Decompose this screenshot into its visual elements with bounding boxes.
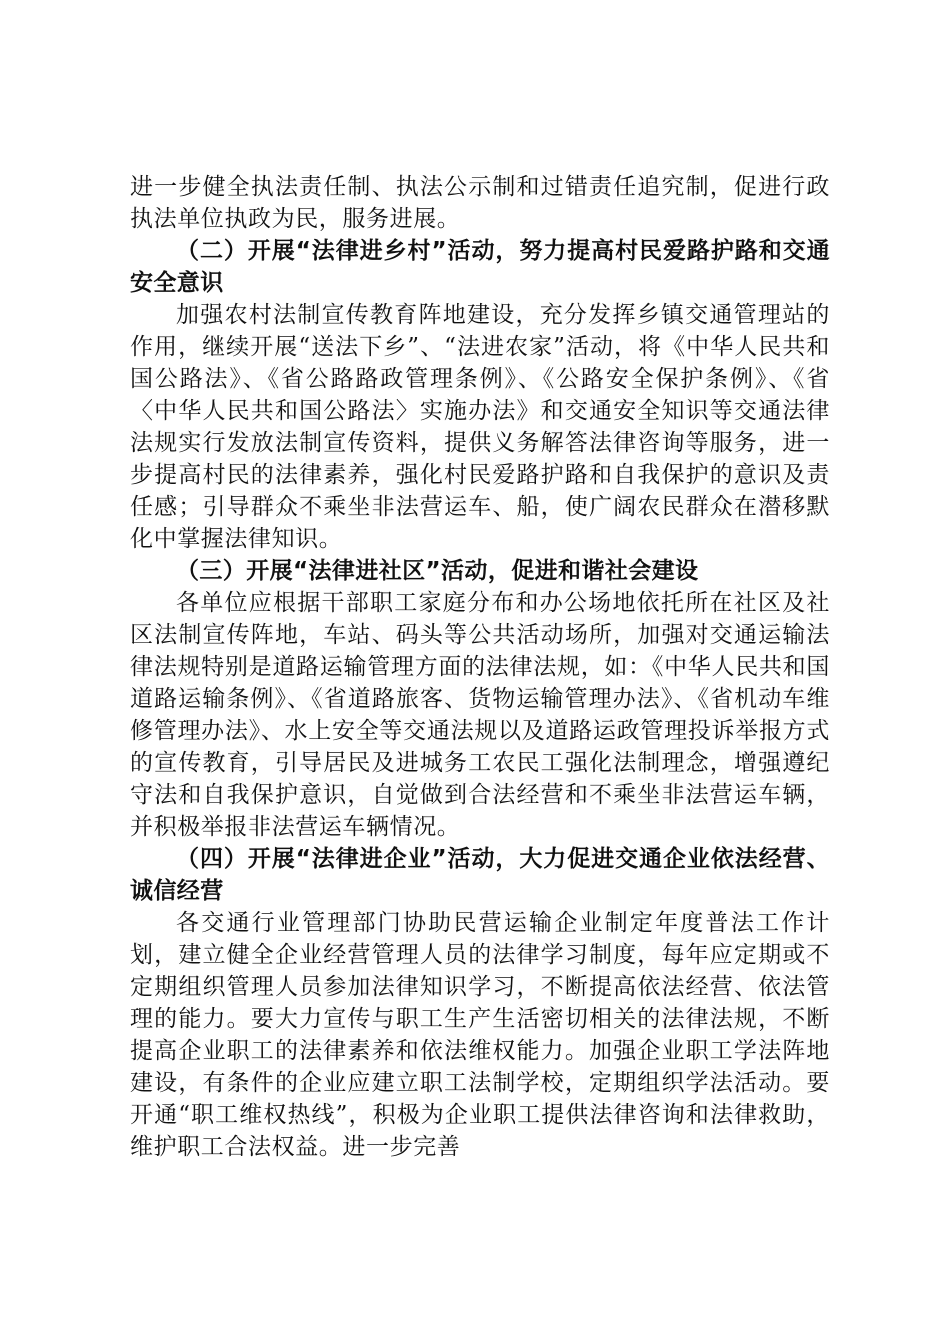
section-2-paragraph: 加强农村法制宣传教育阵地建设，充分发挥乡镇交通管理站的作用，继续开展“送法下乡”、“法进农家”活动，将《中华人民共和国公路法》、《省公路路政管理条例》、《公路安全保护条例》、《省〈中华人民共和国公路法〉实施办法》和交通安全知识等交通法律法规实行发放法制宣传资料，提供义务解答法律咨询等服务，进一步提高村民的法律素养，强化村民爱路护路和自我保护的意识及责任感；引导群众不乘坐非法营运车、船，使广阔农民群众在潜移默化中掌握法律知识。: [130, 302, 830, 552]
section-heading-4: （四）开展“法律进企业”活动，大力促进交通企业依法经营、诚信经营: [130, 846, 830, 904]
section-heading-2: （二）开展“法律进乡村”活动，努力提高村民爱路护路和交通安全意识: [130, 238, 830, 296]
section-4-paragraph: 各交通行业管理部门协助民营运输企业制定年度普法工作计划，建立健全企业经营管理人员的法律学习制度，每年应定期或不定期组织管理人员参加法律知识学习，不断提高依法经营、依法管理的能力。要大力宣传与职工生产生活密切相关的法律法规，不断提高企业职工的法律素养和依法维权能力。加强企业职工学法阵地建设，有条件的企业应建立职工法制学校，定期组织学法活动。要开通“职工维权热线”，积极为企业职工提供法律咨询和法律救助，维护职工合法权益。进一步完善: [130, 910, 830, 1160]
section-3-paragraph: 各单位应根据干部职工家庭分布和办公场地依托所在社区及社区法制宣传阵地，车站、码头等公共活动场所，加强对交通运输法律法规特别是道路运输管理方面的法律法规，如：《中华人民共和国道路运输条例》、《省道路旅客、货物运输管理办法》、《省机动车维修管理办法》、水上安全等交通法规以及道路运政管理投诉举报方式的宣传教育，引导居民及进城务工农民工强化法制理念，增强遵纪守法和自我保护意识，自觉做到合法经营和不乘坐非法营运车辆，并积极举报非法营运车辆情况。: [130, 590, 830, 840]
section-heading-3: （三）开展“法律进社区”活动，促进和谐社会建设: [176, 558, 699, 584]
continued-paragraph: 进一步健全执法责任制、执法公示制和过错责任追究制，促进行政执法单位执政为民，服务进展。: [130, 174, 830, 232]
document-page: [130, 171, 830, 1163]
